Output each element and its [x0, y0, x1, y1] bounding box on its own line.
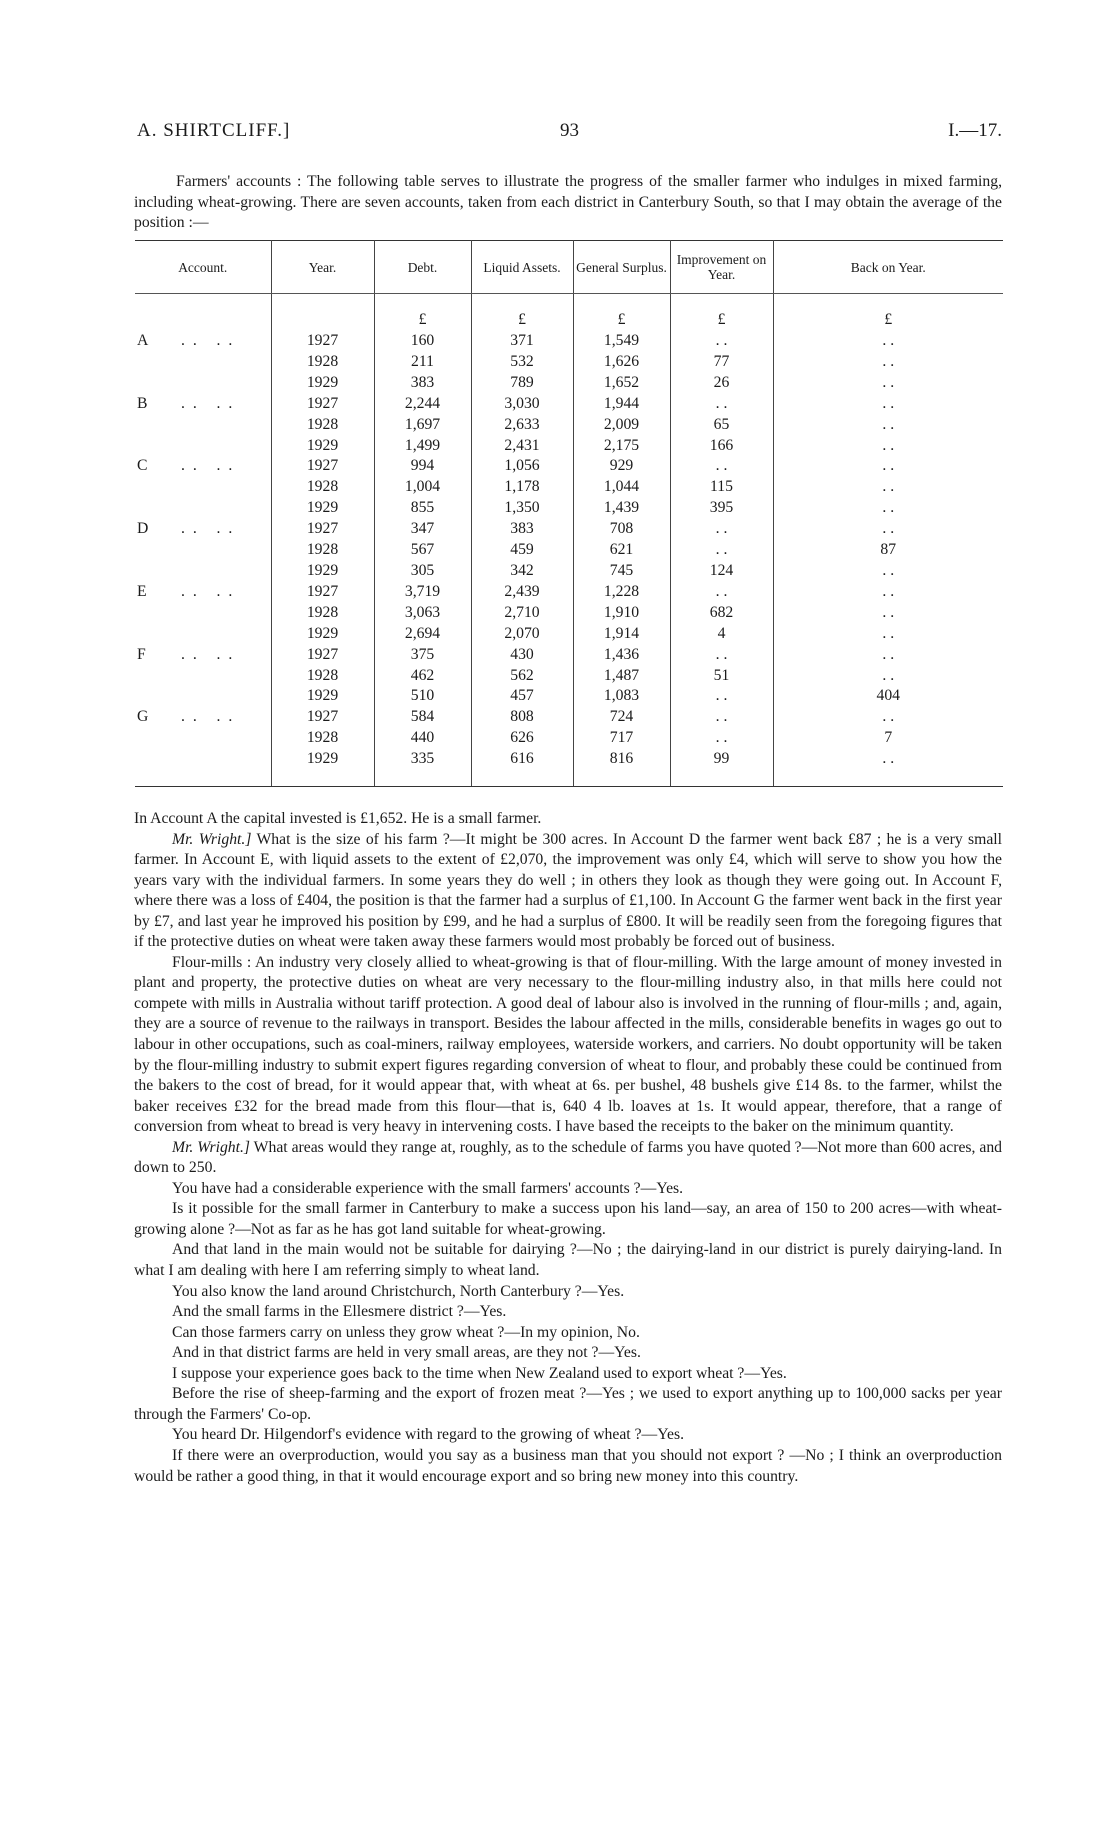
improvement-cell: 4: [670, 624, 773, 645]
improvement-cell: 77: [670, 352, 773, 373]
improvement-cell: . .: [670, 394, 773, 415]
table-spacer-row: [135, 294, 1003, 310]
account-letter: G: [137, 708, 149, 726]
liquid-cell: 371: [471, 331, 573, 352]
table-row: [135, 603, 1003, 624]
body-paragraph: [134, 953, 1002, 1138]
debt-cell: 584: [374, 707, 471, 728]
paragraph-text: Is it possible for the small farmer in Canterbury to make a success upon his land—say, an area of 150 to 200 acres—with wheat-growing alone ?—Not as far as he has got land suitable for wheat-growing.: [134, 1200, 1002, 1238]
back-cell: . .: [882, 415, 895, 433]
liquid-cell: 3,030: [471, 394, 573, 415]
speaker-label: Mr. Wright.]: [172, 830, 252, 848]
paragraph-text: And that land in the main would not be suitable for dairying ?—No ; the dairying-land in our district is purely dairying-land. In what I am dealing with here I am referring simply to wheat land.: [134, 1241, 1002, 1280]
col-header-back-on-year: Back on Year.: [773, 241, 1003, 294]
paragraph-text: Can those farmers carry on unless they grow wheat ?—In my opinion, No.: [172, 1323, 640, 1341]
liquid-cell: 1,056: [471, 456, 573, 477]
year-cell: 1929: [271, 624, 374, 645]
debt-cell: 3,063: [374, 603, 471, 624]
back-cell: . .: [882, 394, 895, 412]
improvement-cell: . .: [670, 456, 773, 477]
intro-paragraph: Farmers' accounts : The following table serves to illustrate the progress of the smaller farmer who indulges in mixed farming, including wheat-growing. There are seven accounts, taken from each district in Canterbury South, so that I may obtain the average of the position :—: [134, 173, 1002, 232]
table-row: [135, 728, 1003, 749]
account-cell: [135, 373, 271, 394]
liquid-cell: 532: [471, 352, 573, 373]
year-cell: 1927: [271, 707, 374, 728]
account-cell: [135, 436, 271, 457]
unit-cell: [271, 309, 374, 331]
surplus-cell: 1,439: [573, 498, 670, 519]
page-header: [137, 120, 1002, 150]
surplus-cell: 1,652: [573, 373, 670, 394]
back-cell: . .: [882, 457, 895, 475]
account-cell: [135, 728, 271, 749]
table-row: [135, 373, 1003, 394]
table-row: [135, 686, 1003, 707]
account-cell: [135, 749, 271, 770]
surplus-cell: 2,009: [573, 415, 670, 436]
surplus-cell: 1,944: [573, 394, 670, 415]
debt-cell: 160: [374, 331, 471, 352]
back-cell: . .: [882, 582, 895, 600]
liquid-cell: 626: [471, 728, 573, 749]
year-cell: 1927: [271, 582, 374, 603]
table-row: [135, 540, 1003, 561]
account-cell: [135, 519, 271, 540]
back-cell: 404: [876, 687, 901, 705]
body-paragraph: [134, 1302, 1002, 1323]
table-end-row: [135, 770, 1003, 787]
table-row: [135, 477, 1003, 498]
improvement-cell: 99: [670, 749, 773, 770]
liquid-cell: 2,431: [471, 436, 573, 457]
body-paragraph: [134, 809, 1002, 830]
year-cell: 1929: [271, 498, 374, 519]
account-letter: B: [137, 394, 148, 412]
liquid-cell: 562: [471, 666, 573, 687]
paragraph-text: And the small farms in the Ellesmere district ?—Yes.: [172, 1303, 507, 1321]
unit-cell: £: [374, 309, 471, 331]
debt-cell: 305: [374, 561, 471, 582]
liquid-cell: 789: [471, 373, 573, 394]
body-paragraph: [134, 1138, 1002, 1179]
debt-cell: 462: [374, 666, 471, 687]
col-header-account: Account.: [135, 241, 271, 294]
surplus-cell: 724: [573, 707, 670, 728]
back-cell: . .: [882, 436, 895, 454]
account-cell: [135, 477, 271, 498]
surplus-cell: 745: [573, 561, 670, 582]
improvement-cell: . .: [670, 331, 773, 352]
table-row: [135, 582, 1003, 603]
surplus-cell: 929: [573, 456, 670, 477]
col-header-liquid-assets: Liquid Assets.: [471, 241, 573, 294]
debt-cell: 3,719: [374, 582, 471, 603]
account-letter: D: [137, 520, 149, 538]
paragraph-text: And in that district farms are held in very small areas, are they not ?—Yes.: [172, 1344, 641, 1362]
surplus-cell: 1,083: [573, 686, 670, 707]
body-paragraph: [134, 1446, 1002, 1487]
year-cell: 1927: [271, 331, 374, 352]
speaker-label: Mr. Wright.]: [172, 1138, 251, 1156]
surplus-cell: 717: [573, 728, 670, 749]
table-header-row: [135, 241, 1003, 294]
year-cell: 1927: [271, 456, 374, 477]
debt-cell: 1,697: [374, 415, 471, 436]
unit-cell: £: [471, 309, 573, 331]
table-row: [135, 436, 1003, 457]
debt-cell: 1,499: [374, 436, 471, 457]
table-row: [135, 498, 1003, 519]
account-letter: E: [137, 582, 147, 600]
account-cell: [135, 540, 271, 561]
paragraph-text: I suppose your experience goes back to the time when New Zealand used to export wheat ?—Yes.: [172, 1364, 787, 1382]
account-cell: [135, 456, 271, 477]
debt-cell: 994: [374, 456, 471, 477]
account-letter: C: [137, 457, 148, 475]
debt-cell: 510: [374, 686, 471, 707]
leader-dots: . . . .: [181, 582, 235, 600]
table-row: [135, 624, 1003, 645]
surplus-cell: 1,549: [573, 331, 670, 352]
paragraph-text: In Account A the capital invested is £1,652. He is a small farmer.: [134, 810, 542, 827]
liquid-cell: 1,350: [471, 498, 573, 519]
improvement-cell: . .: [670, 707, 773, 728]
liquid-cell: 383: [471, 519, 573, 540]
body-paragraph: [134, 1179, 1002, 1200]
table-row: [135, 519, 1003, 540]
paragraph-text: Flour-mills : An industry very closely allied to wheat-growing is that of flour-milling. With the large amount of money invested in plant and property, the protective duties on wheat are very necessary to the flour-milling industry also, in that mills here could not compete with mills in Australia without tariff protection. A good deal of labour also is involved in the running of flour-mills ; and, again, they are a source of revenue to the railways in transport. Besides the labour affected in the mills, considerable benefits in wages go out to labour in other occupations, such as coal-miners, railway employees, waterside workers, and carriers. No doubt opportunity will be taken by the flour-milling industry to submit expert figures regarding conversion of wheat to flour, and probably these could be continued from the bakers to the cost of bread, for it would appear that, with wheat at 6s. per bushel, 48 bushels give £14 8s. to the farmer, whilst the baker receives £32 for the bread made from this flour—that is, 640 4 lb. loaves at 1s. It would appear, therefore, that a range of conversion from wheat to bread is very heavy in intervening costs. I have based the receipts to the baker on the minimum quantity.: [134, 953, 1002, 1136]
unit-cell: [135, 309, 271, 331]
account-cell: [135, 498, 271, 519]
debt-cell: 211: [374, 352, 471, 373]
improvement-cell: . .: [670, 645, 773, 666]
improvement-cell: 395: [670, 498, 773, 519]
back-cell: . .: [882, 520, 895, 538]
body-paragraph: [134, 1384, 1002, 1425]
paragraph-text: You also know the land around Christchurch, North Canterbury ?—Yes.: [172, 1282, 625, 1300]
unit-cell: £: [573, 309, 670, 331]
leader-dots: . . . .: [181, 394, 235, 412]
liquid-cell: 2,070: [471, 624, 573, 645]
improvement-cell: 65: [670, 415, 773, 436]
body-paragraph: [134, 1425, 1002, 1446]
surplus-cell: 1,914: [573, 624, 670, 645]
table-row: [135, 415, 1003, 436]
year-cell: 1929: [271, 561, 374, 582]
unit-cell: £: [670, 309, 773, 331]
body-paragraph: [134, 1240, 1002, 1281]
body-paragraph: [134, 830, 1002, 953]
surplus-cell: 1,910: [573, 603, 670, 624]
year-cell: 1927: [271, 394, 374, 415]
back-cell: . .: [882, 750, 895, 768]
year-cell: 1928: [271, 728, 374, 749]
leader-dots: . . . .: [181, 708, 235, 726]
liquid-cell: 430: [471, 645, 573, 666]
debt-cell: 1,004: [374, 477, 471, 498]
col-header-debt: Debt.: [374, 241, 471, 294]
back-cell: . .: [882, 666, 895, 684]
table-row: [135, 561, 1003, 582]
improvement-cell: . .: [670, 582, 773, 603]
improvement-cell: . .: [670, 686, 773, 707]
surplus-cell: 1,228: [573, 582, 670, 603]
col-header-improvement: Improvement on Year.: [670, 241, 773, 294]
year-cell: 1929: [271, 436, 374, 457]
paragraph-text: Before the rise of sheep-farming and the export of frozen meat ?—Yes ; we used to export anything up to 100,000 sacks per year through the Farmers' Co-op.: [134, 1385, 1002, 1423]
liquid-cell: 459: [471, 540, 573, 561]
year-cell: 1929: [271, 749, 374, 770]
debt-cell: 567: [374, 540, 471, 561]
improvement-cell: 682: [670, 603, 773, 624]
improvement-cell: 115: [670, 477, 773, 498]
table-row: [135, 749, 1003, 770]
back-cell: . .: [882, 332, 895, 349]
back-cell: . .: [882, 603, 895, 621]
improvement-cell: . .: [670, 540, 773, 561]
account-cell: [135, 331, 271, 352]
account-cell: [135, 582, 271, 603]
year-cell: 1928: [271, 415, 374, 436]
back-cell: . .: [882, 645, 895, 663]
surplus-cell: 816: [573, 749, 670, 770]
col-header-year: Year.: [271, 241, 374, 294]
improvement-cell: 26: [670, 373, 773, 394]
leader-dots: . . . .: [181, 457, 235, 475]
liquid-cell: 2,439: [471, 582, 573, 603]
surplus-cell: 1,626: [573, 352, 670, 373]
improvement-cell: 124: [670, 561, 773, 582]
back-cell: . .: [882, 561, 895, 579]
surplus-cell: 1,044: [573, 477, 670, 498]
back-cell: . .: [882, 499, 895, 517]
paragraph-text: You have had a considerable experience with the small farmers' accounts ?—Yes.: [172, 1179, 684, 1197]
table-row: [135, 456, 1003, 477]
paragraph-text: What areas would they range at, roughly, as to the schedule of farms you have quoted ?—Not more than 600 acres, and down to 250.: [134, 1138, 1003, 1177]
surplus-cell: 1,487: [573, 666, 670, 687]
account-cell: [135, 394, 271, 415]
back-cell: 7: [884, 729, 893, 747]
year-cell: 1927: [271, 519, 374, 540]
leader-dots: . . . .: [181, 520, 235, 538]
improvement-cell: . .: [670, 519, 773, 540]
table-row: [135, 666, 1003, 687]
account-cell: [135, 415, 271, 436]
col-header-general-surplus: General Surplus.: [573, 241, 670, 294]
debt-cell: 440: [374, 728, 471, 749]
body-paragraph: [134, 1199, 1002, 1240]
year-cell: 1928: [271, 603, 374, 624]
debt-cell: 855: [374, 498, 471, 519]
back-cell: . .: [882, 478, 895, 496]
year-cell: 1929: [271, 686, 374, 707]
surplus-cell: 708: [573, 519, 670, 540]
page-number: 93: [560, 120, 579, 141]
body-paragraph: [134, 1343, 1002, 1364]
liquid-cell: 342: [471, 561, 573, 582]
surplus-cell: 2,175: [573, 436, 670, 457]
surplus-cell: 1,436: [573, 645, 670, 666]
back-cell: . .: [882, 373, 895, 391]
units-row: [135, 309, 1003, 331]
liquid-cell: 457: [471, 686, 573, 707]
accounts-table: [135, 240, 1003, 787]
account-letter: A: [137, 332, 149, 349]
table-row: [135, 394, 1003, 415]
body-text: [134, 809, 1002, 1487]
debt-cell: 335: [374, 749, 471, 770]
table-row: [135, 707, 1003, 728]
year-cell: 1928: [271, 352, 374, 373]
account-cell: [135, 645, 271, 666]
debt-cell: 383: [374, 373, 471, 394]
debt-cell: 2,694: [374, 624, 471, 645]
debt-cell: 347: [374, 519, 471, 540]
liquid-cell: 2,710: [471, 603, 573, 624]
year-cell: 1928: [271, 477, 374, 498]
table-row: [135, 331, 1003, 352]
back-cell: . .: [882, 708, 895, 726]
body-paragraph: [134, 1323, 1002, 1344]
paragraph-text: What is the size of his farm ?—It might be 300 acres. In Account D the farmer went back £87 ; he is a very small farmer. In Account E, with liquid assets to the extent of £2,070, the improvement was only £4, which will serve to show you how the years vary with the individual farmers. In some years they do well ; in others they look as though they were going out. In Account F, where there was a loss of £404, the position is that the farmer had a surplus of £1,100. In Account G the farmer went back in the first year by £7, and last year he improved his position by £99, and he had a surplus of £800. It will be readily seen from the foregoing figures that if the protective duties on wheat were taken away these farmers would most probably be forced out of business.: [134, 830, 1002, 951]
liquid-cell: 2,633: [471, 415, 573, 436]
improvement-cell: . .: [670, 728, 773, 749]
account-cell: [135, 561, 271, 582]
improvement-cell: 51: [670, 666, 773, 687]
year-cell: 1929: [271, 373, 374, 394]
liquid-cell: 808: [471, 707, 573, 728]
improvement-cell: 166: [670, 436, 773, 457]
liquid-cell: 616: [471, 749, 573, 770]
debt-cell: 375: [374, 645, 471, 666]
account-cell: [135, 686, 271, 707]
back-cell: . .: [882, 624, 895, 642]
body-paragraph: [134, 1364, 1002, 1385]
account-cell: [135, 666, 271, 687]
account-cell: [135, 624, 271, 645]
account-letter: F: [137, 645, 146, 663]
leader-dots: . . . .: [181, 332, 235, 349]
witness-name: A. SHIRTCLIFF.]: [137, 120, 291, 141]
leader-dots: . . . .: [181, 645, 235, 663]
table-row: [135, 645, 1003, 666]
body-paragraph: [134, 1282, 1002, 1303]
liquid-cell: 1,178: [471, 477, 573, 498]
account-cell: [135, 352, 271, 373]
debt-cell: 2,244: [374, 394, 471, 415]
back-cell: 87: [880, 541, 897, 559]
year-cell: 1928: [271, 540, 374, 561]
paper-reference: I.—17.: [948, 120, 1002, 141]
unit-cell: £: [884, 310, 893, 328]
table-row: [135, 352, 1003, 373]
paragraph-text: If there were an overproduction, would you say as a business man that you should not export ? —No ; I think an overproduction would be rather a good thing, in that it would encourage export and so bring new money into this country.: [134, 1446, 1002, 1485]
paragraph-text: You heard Dr. Hilgendorf's evidence with regard to the growing of wheat ?—Yes.: [172, 1426, 684, 1444]
account-cell: [135, 603, 271, 624]
year-cell: 1928: [271, 666, 374, 687]
account-cell: [135, 707, 271, 728]
year-cell: 1927: [271, 645, 374, 666]
back-cell: . .: [882, 352, 895, 370]
surplus-cell: 621: [573, 540, 670, 561]
